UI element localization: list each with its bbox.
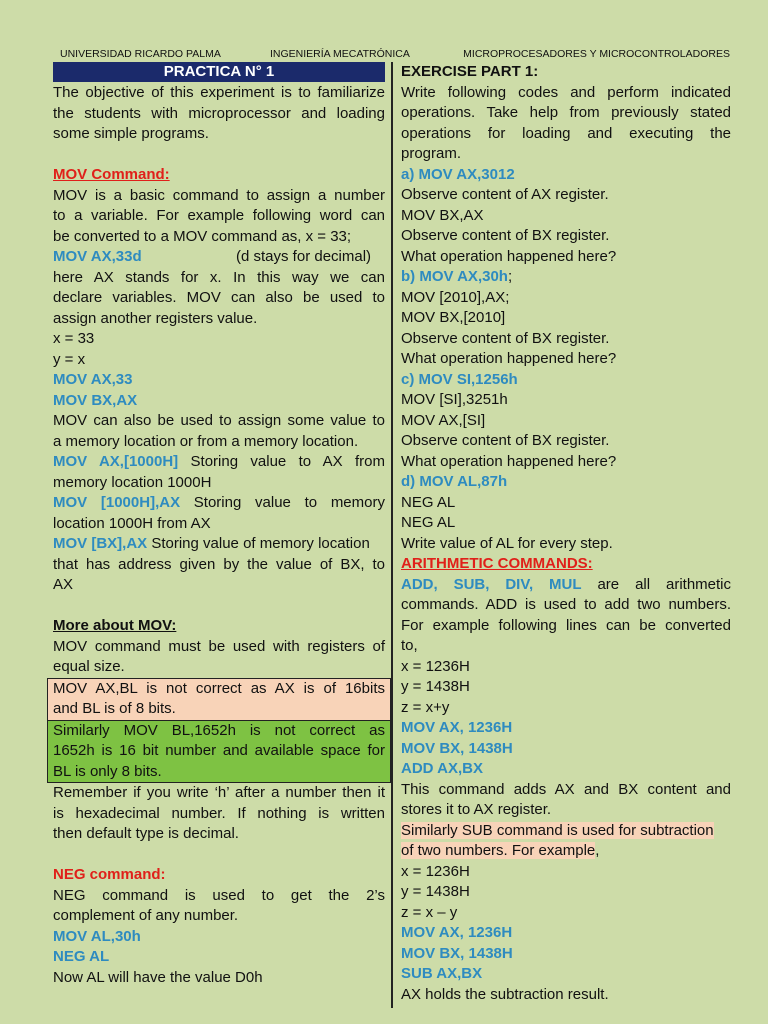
mov-to-mem-line2: location 1000H from AX [53,514,211,532]
intro-line: some simple programs. [53,125,209,142]
mov-bx-line2: that has address given by the value of BX, to [53,555,385,573]
remember-line: Remember if you write ‘h’ after a number then it [53,784,385,801]
exercise-intro-line: operations for loading and executing the [401,124,731,142]
more-text-line: MOV command must be used with registers of [53,637,385,655]
remember-line: then default type is decimal. [53,825,239,842]
code-neg-al: NEG AL [53,948,110,965]
exercise-b-line: MOV [2010],AX; [401,288,510,306]
mov-bx-line: MOV [BX],AX Storing value of memory location [53,535,370,552]
sub-highlight: of two numbers. For example [401,842,596,859]
header-university: UNIVERSIDAD RICARDO PALMA [60,48,221,60]
more-text-line: equal size. [53,658,125,675]
exercise-c-code: c) MOV SI,1256h [401,370,518,388]
more-about-mov-heading: More about MOV: [53,617,177,634]
add-desc-line: This command adds AX and BX content and [401,780,731,798]
exercise-d-line: Write value of AL for every step. [401,534,613,552]
sub-code: MOV BX, 1438H [401,944,513,962]
mov-memory-line: MOV can also be used to assign some value to [53,412,385,429]
mov-to-mem-line: MOV [1000H],AX Storing value to memory [53,494,385,511]
code-mov-bx-ax: MOV [BX],AX [53,535,148,552]
arith-codes: ADD, SUB, DIV, MUL [401,575,582,593]
code-mov-ax33d: MOV AX,33d [53,248,142,265]
exercise-intro-line: program. [401,145,462,162]
exercise-intro-line: Write following codes and perform indicated [401,83,731,101]
exercise-b-line: MOV BX,[2010] [401,309,506,326]
exercise-b-line: What operation happened here? [401,350,617,367]
mov-heading: MOV Command: [53,166,170,183]
mov-desc-line: to a variable. For example following word can [53,207,385,224]
exercise-b-code: b) MOV AX,30h [401,268,508,285]
practice-title: PRACTICA N° 1 [53,62,385,82]
code-mov-ax-1000h: MOV AX,[1000H] [53,453,179,470]
mov-desc-line: MOV is a basic command to assign a number [53,186,385,204]
sub-equation: x = 1236H [401,862,470,880]
exercise-intro-line: operations. Take help from previously stated [401,104,731,121]
arith-line: commands. ADD is used to add two numbers. [401,596,731,613]
add-code: MOV BX, 1438H [401,739,513,757]
add-equation: y = 1438H [401,678,470,695]
sub-equation: y = 1438H [401,883,470,900]
mov-1000h-line2: memory location 1000H [53,473,212,491]
add-code: MOV AX, 1236H [401,719,513,736]
sub-highlight: Similarly SUB command is used for subtraction [401,821,714,839]
mov-memory-line: a memory location or from a memory location. [53,432,359,450]
add-code: ADD AX,BX [401,760,483,777]
column-divider [391,62,393,1008]
code-mov-1000h-ax: MOV [1000H],AX [53,494,181,511]
neg-text-line: complement of any number. [53,907,239,924]
exercise-c-line: Observe content of BX register. [401,432,610,449]
exercise-b-line: Observe content of BX register. [401,329,610,347]
exercise-a-line: Observe content of BX register. [401,227,610,244]
mov-bx-line3: AX [53,576,74,593]
arith-line: to, [401,637,418,654]
sub-code: SUB AX,BX [401,965,483,982]
neg-result: Now AL will have the value D0h [53,968,263,986]
code-mov-al30h: MOV AL,30h [53,927,141,945]
mov-here-line: declare variables. MOV can also be used to [53,289,385,306]
sub-code: MOV AX, 1236H [401,924,513,941]
intro-line: The objective of this experiment is to familiarize [53,84,385,101]
exercise-c-line: MOV AX,[SI] [401,411,486,429]
exercise-d-line: NEG AL [401,493,456,511]
arith-line: For example following lines can be converted [401,616,731,634]
intro-line: the students with microprocessor and loading [53,104,385,122]
left-column [53,62,385,988]
add-equation: z = x+y [401,698,450,716]
mov-here-line: here AX stands for x. In this way we can [53,268,385,286]
add-desc-line: stores it to AX register. [401,801,552,818]
exercise-d-line: NEG AL [401,514,456,531]
add-equation: x = 1236H [401,657,470,675]
remember-line: is hexadecimal number. If nothing is written [53,804,385,822]
exercise-a-code: a) MOV AX,3012 [401,165,515,183]
exercise-a-line: Observe content of AX register. [401,186,609,203]
mov-desc-line: be converted to a MOV command as, x = 33; [53,227,352,245]
arithmetic-heading: ARITHMETIC COMMANDS: [401,555,593,572]
incorrect-example-box: MOV AX,BL is not correct as AX is of 16bits and BL is of 8 bits. [47,678,391,720]
decimal-note: (d stays for decimal) [236,248,372,265]
exercise-d-code: d) MOV AL,87h [401,473,508,490]
neg-text-line: NEG command is used to get the 2’s [53,886,385,904]
sub-result: AX holds the subtraction result. [401,985,609,1003]
x-equation: x = 33 [53,330,95,347]
arith-line: ADD, SUB, DIV, MUL are all arithmetic [401,575,732,593]
right-column: EXERCISE PART 1: Write following codes and perform indicated operations. Take help from previously stated operations for loading and executing the program. a) MOV AX,3012 Observe content of AX register. MOV BX,AX Observe content of BX register. What operation happened here? b) MOV AX,30h; MOV [2010],AX; MOV BX,[2010] Observe content of BX register. What operation happened here? c) MOV SI,1256h MOV [SI],3251h MOV AX,[SI] Observe content of BX register. What operation happened here? d) MOV AL,87h NEG AL NEG AL Write value of AL for every step. ARITHMETIC COMMANDS: ADD, SUB, DIV, MUL are all arithmetic commands. ADD is used to add two numbers. For example following lines can be converted to, x = 1236H y = 1438H z = x+y MOV AX, 1236H MOV BX, 1438H ADD AX,BX This command adds AX and BX content and stores it to AX register. Similarly SUB command is used for subtraction of two numbers. For example, x = 1236H y = 1438H z = x – y MOV AX, 1236H MOV BX, 1438H SUB AX,BX AX holds the subtraction result. [401,62,731,1005]
code-mov-bxax: MOV BX,AX [53,391,138,409]
similar-example-box: Similarly MOV BL,1652h is not correct as 1652h is 16 bit number and available space for BL is only 8 bits. [47,720,391,784]
exercise-c-line: What operation happened here? [401,452,617,470]
mov-1000h-line: MOV AX,[1000H] Storing value to AX from [53,453,386,470]
exercise-a-line: What operation happened here? [401,247,617,265]
mov-here-line: assign another registers value. [53,309,258,327]
y-equation: y = x [53,350,86,368]
header-course: MICROPROCESADORES Y MICROCONTROLADORES [463,48,730,60]
sub-equation: z = x – y [401,903,458,921]
exercise-title: EXERCISE PART 1: [401,63,539,80]
code-mov-ax33: MOV AX,33 [53,371,133,388]
exercise-a-line: MOV BX,AX [401,206,484,224]
header-department: INGENIERÍA MECATRÓNICA [270,48,410,60]
neg-heading: NEG command: [53,866,166,883]
exercise-c-line: MOV [SI],3251h [401,391,508,408]
